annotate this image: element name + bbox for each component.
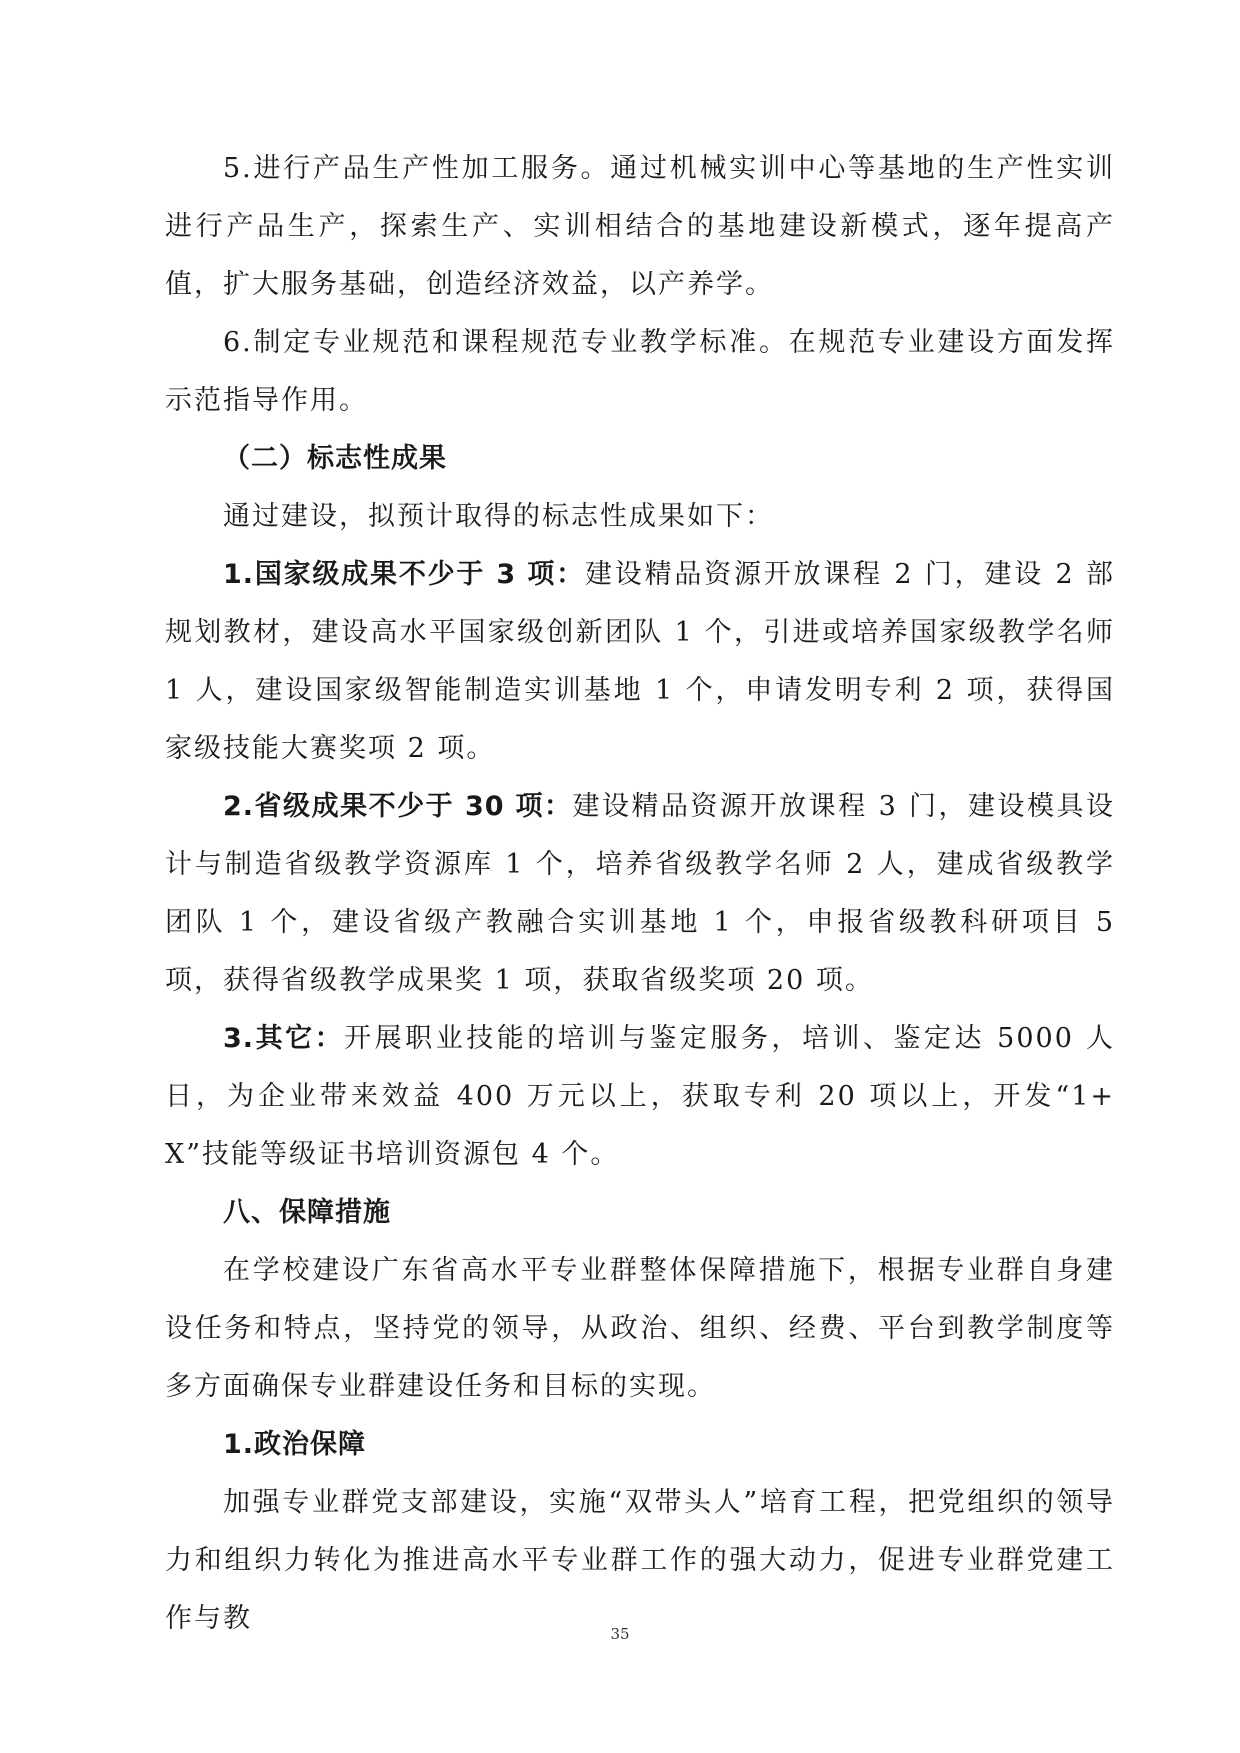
result-item-provincial-text: 建设精品资源开放课程 3 门，建设模具设计与制造省级教学资源库 1 个，培养省级教学名师 2 人，建成省级教学团队 1 个，建设省级产教融合实训基地 1 个，申报省级教科研项目 5 项，获得省级教学成果奖 1 项，获取省级奖项 20 项。 <box>165 791 1115 996</box>
paragraph-item-5: 5.进行产品生产性加工服务。通过机械实训中心等基地的生产性实训进行产品生产，探索生产、实训相结合的基地建设新模式，逐年提高产值，扩大服务基础，创造经济效益，以产养学。 <box>165 153 1115 300</box>
section-heading-safeguards: 八、保障措施 <box>223 1197 391 1228</box>
result-item-other-lead: 3.其它： <box>223 1023 345 1054</box>
result-item-provincial-lead: 2.省级成果不少于 30 项： <box>223 791 573 822</box>
result-item-national-lead: 1.国家级成果不少于 3 项： <box>223 559 585 590</box>
political-safeguard-paragraph: 加强专业群党支部建设，实施“双带头人”培育工程，把党组织的领导力和组织力转化为推进高水平专业群工作的强大动力，促进专业群党建工作与教 <box>165 1487 1115 1634</box>
section-intro-paragraph: 通过建设，拟预计取得的标志性成果如下： <box>223 501 774 532</box>
subsection-heading-political: 1.政治保障 <box>223 1429 367 1460</box>
safeguards-intro-paragraph: 在学校建设广东省高水平专业群整体保障措施下，根据专业群自身建设任务和特点，坚持党的领导，从政治、组织、经费、平台到教学制度等多方面确保专业群建设任务和目标的实现。 <box>165 1255 1115 1402</box>
section-heading-landmark-results: （二）标志性成果 <box>223 443 447 474</box>
paragraph-item-6: 6.制定专业规范和课程规范专业教学标准。在规范专业建设方面发挥示范指导作用。 <box>165 327 1115 416</box>
result-item-provincial <box>165 778 1115 1010</box>
page-number: 35 <box>610 1625 630 1643</box>
result-item-national-text: 建设精品资源开放课程 2 门，建设 2 部规划教材，建设高水平国家级创新团队 1 个，引进或培养国家级教学名师 1 人，建设国家级智能制造实训基地 1 个，申请发明专利 2 项，获得国家级技能大赛奖项 2 项。 <box>165 559 1115 764</box>
result-item-other-text: 开展职业技能的培训与鉴定服务，培训、鉴定达 5000 人日，为企业带来效益 400 万元以上，获取专利 20 项以上，开发“1+X”技能等级证书培训资源包 4 个。 <box>165 1023 1115 1170</box>
result-item-other <box>165 1010 1115 1184</box>
result-item-national <box>165 546 1115 778</box>
page-content <box>165 140 1115 1648</box>
